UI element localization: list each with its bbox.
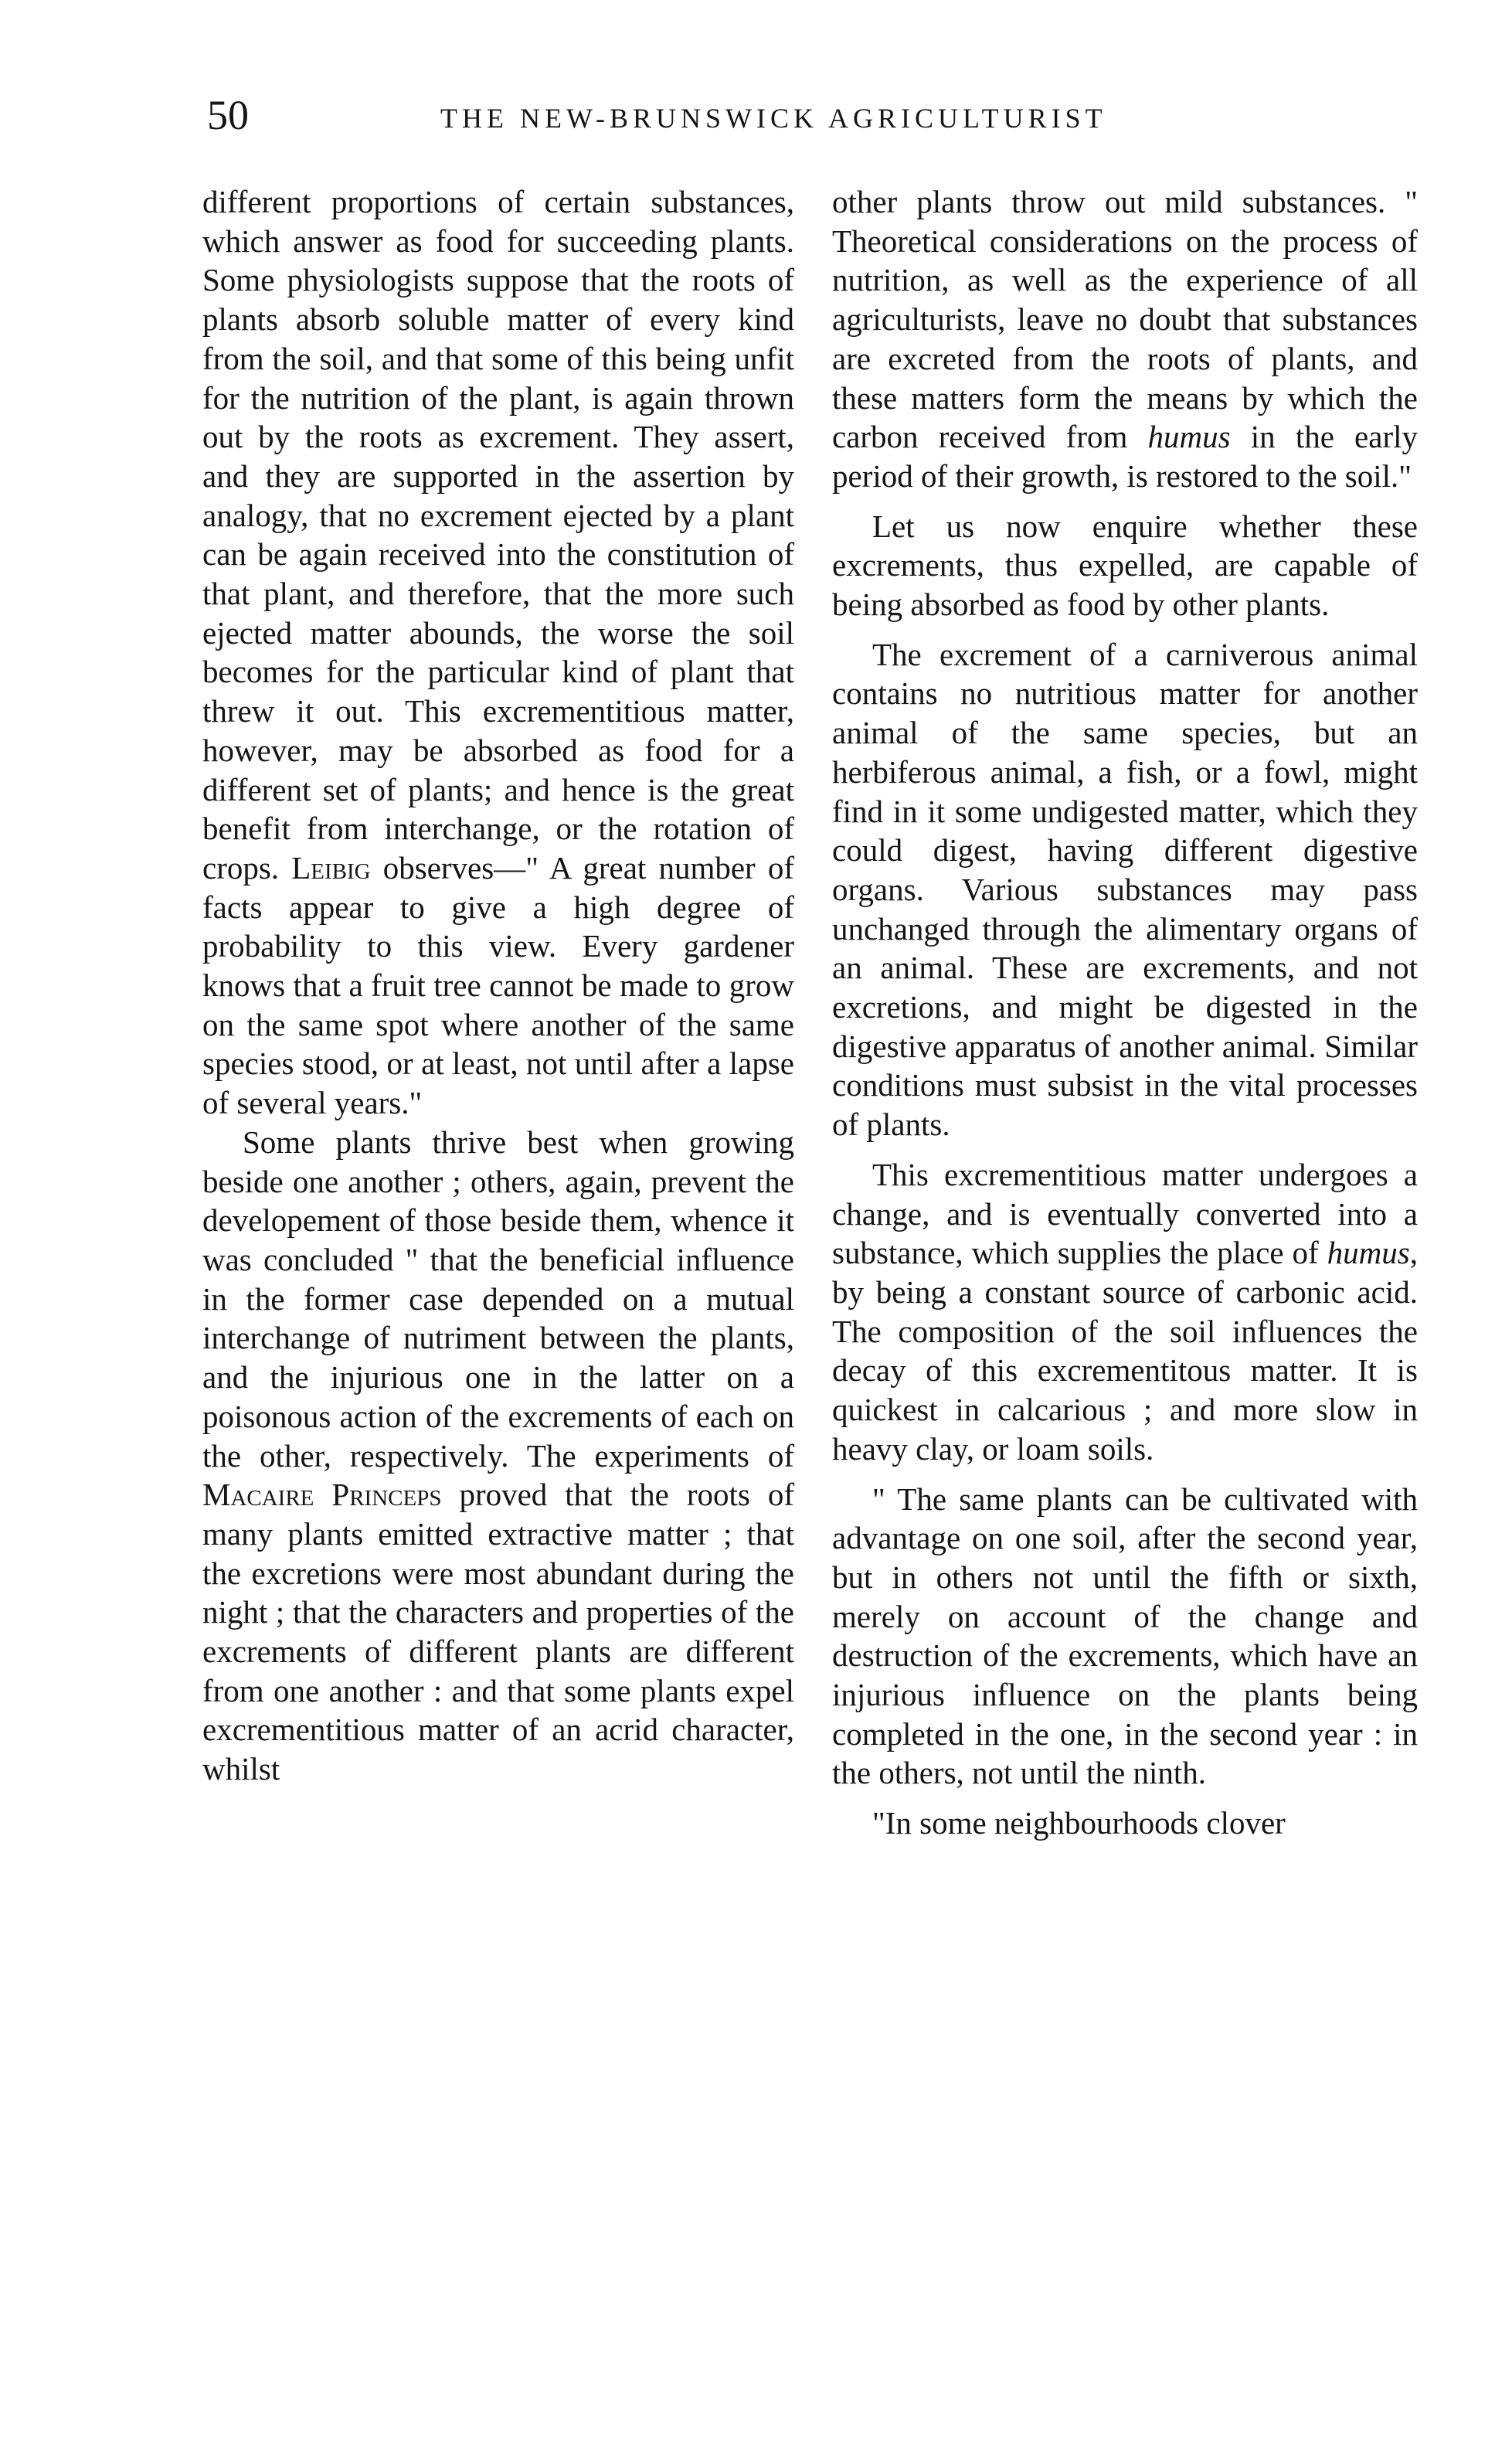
right-paragraph-6: "In some neighbourhoods clover: [872, 1805, 1286, 1841]
left-p1-text: different proportions of certain substances, which answer as food for succeeding plants. Some physiologists suppose that the roots of plants absorb soluble matter of every kind from the soil, and that some of this being unfit for the nutrition of the plant, is again thrown out by the roots as excrement. They assert, and they are supported in the assertion by analogy, that no excrement ejected by a plant can be again received into the constitution of that plant, and therefore, that the more such ejected matter abounds, the worse the soil becomes for the particular kind of plant that threw it out. This excrementitious matter, however, may be absorbed as food for a different set of plants; and hence is the great benefit from interchange, or the rotation of crops.: [202, 184, 794, 886]
left-paragraph-1: [202, 182, 794, 1123]
author-name-macaire: Macaire Princeps: [202, 1477, 442, 1513]
left-column: [202, 182, 794, 1789]
right-paragraph-4: [832, 1155, 1418, 1469]
right-p1-text-a: other plants throw out mild substances. " Theoretical considerations on the process of nutrition, as well as the experience of all agriculturists, leave no doubt that substances are excreted from the roots of plants, and these matters form the means by which the carbon received from: [832, 184, 1418, 455]
running-title: THE NEW-BRUNSWICK AGRICULTURIST: [440, 103, 1107, 134]
right-column: [832, 182, 1418, 1843]
left-paragraph-2: [202, 1123, 794, 1789]
left-p2-text-b: proved that the roots of many plants emitted extractive matter ; that the excretions were most abundant during the night ; that the characters and properties of the excrements of different plants are different from one another : and that some plants expel excrementitious matter of an acrid character, whilst: [202, 1477, 794, 1787]
right-p4-humus: humus: [1327, 1235, 1410, 1271]
right-paragraph-2: Let us now enquire whether these excrements, thus expelled, are capable of being absorbed as food by other plants.: [832, 508, 1418, 623]
right-p1-humus: humus: [1147, 419, 1231, 455]
right-paragraph-3: The excrement of a carniverous animal contains no nutritious matter for another animal of the same species, but an herbiferous animal, a fish, or a fowl, might find in it some undigested matter, which they could digest, having different digestive organs. Various substances may pass unchanged through the alimentary organs of an animal. These are excrements, and not excretions, and might be digested in the digestive apparatus of another animal. Similar conditions must subsist in the vital processes of plants.: [832, 636, 1418, 1143]
right-paragraph-5: " The same plants can be cultivated with advantage on one soil, after the second year, but in others not until the fifth or sixth, merely on account of the change and destruction of the excrements, which have an injurious influence on the plants being completed in the one, in the second year : in the others, not until the ninth.: [832, 1481, 1418, 1791]
right-p4-text-a: This excrementitious matter undergoes a change, and is eventually converted into a substance, which supplies the place of: [832, 1156, 1418, 1271]
left-p1-tail: observes—" A great number of facts appear to give a high degree of probability to this view. Every gardener knows that a fruit tree cannot be made to grow on the same spot where another of the same species stood, or at least, not until after a lapse of several years.": [202, 849, 795, 1121]
page-number: 50: [207, 92, 249, 138]
right-p1-text-b: in the early period of their growth, is restored to the soil.": [832, 419, 1418, 494]
right-paragraph-1: [832, 182, 1418, 496]
author-name-leibig: Leibig: [291, 849, 371, 886]
right-p4-text-b: , by being a constant source of carbonic acid. The composition of the soil influences the decay of this excrementitous matter. It is quickest in calcarious ; and more slow in heavy clay, or loam soils.: [832, 1235, 1418, 1467]
left-p2-text-a: Some plants thrive best when growing beside one another ; others, again, prevent the developement of those beside them, whence it was concluded " that the beneficial influence in the former case depended on a mutual interchange of nutriment between the plants, and the injurious one in the latter on a poisonous action of the excrements of each on the other, respectively. The experiments of: [202, 1124, 794, 1474]
